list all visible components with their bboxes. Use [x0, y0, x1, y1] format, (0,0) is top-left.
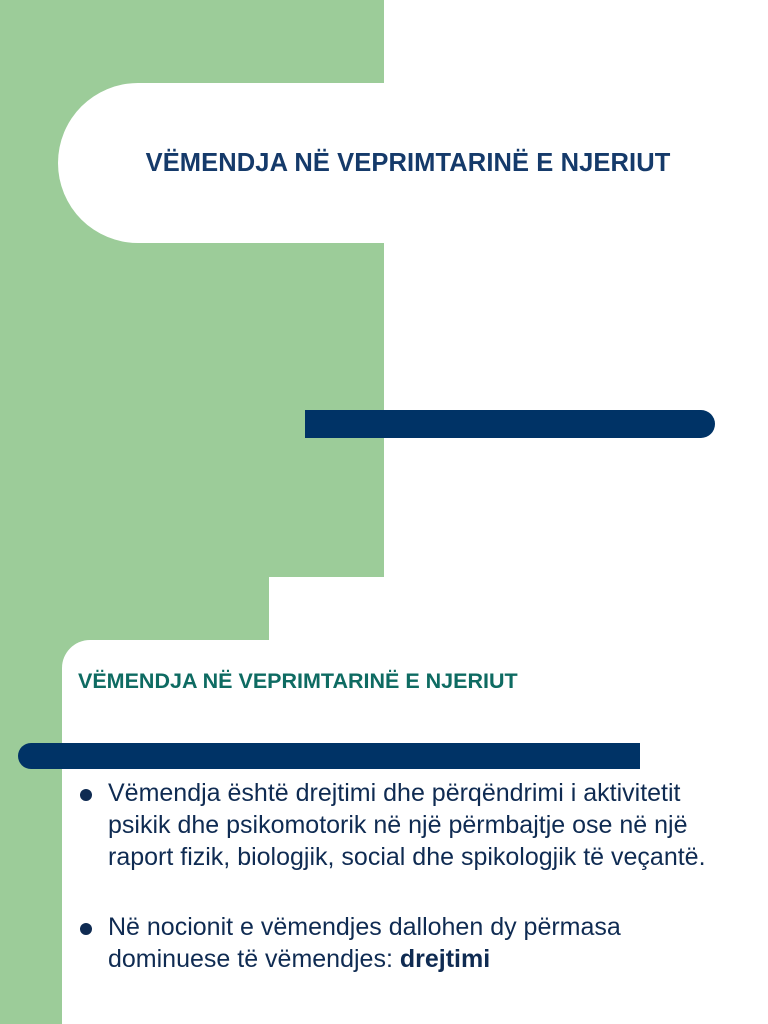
slide-content	[0, 577, 768, 1024]
bullet-text: Vëmendja është drejtimi dhe përqëndrimi i aktivitetit psikik dhe psikomotorik në një përmbajtje ose në një raport fizik, biologjik, social dhe spikologjik të veçantë.	[108, 779, 706, 871]
slide-heading: VËMENDJA NË VEPRIMTARINË E NJERIUT	[78, 669, 518, 693]
bullet-text: Në nocionit e vëmendjes dallohen dy përmasa dominuese të vëmendjes:	[108, 913, 621, 973]
list-item	[78, 777, 718, 873]
slide-title-text: VËMENDJA NË VEPRIMTARINË E NJERIUT	[145, 148, 671, 177]
bullet-icon	[80, 789, 92, 801]
bullet-bold-text: drejtimi	[399, 945, 491, 973]
list-item	[78, 911, 718, 975]
accent-bar	[305, 410, 715, 438]
accent-bar	[18, 743, 640, 769]
bullet-list	[78, 777, 718, 975]
bullet-icon	[80, 923, 92, 935]
